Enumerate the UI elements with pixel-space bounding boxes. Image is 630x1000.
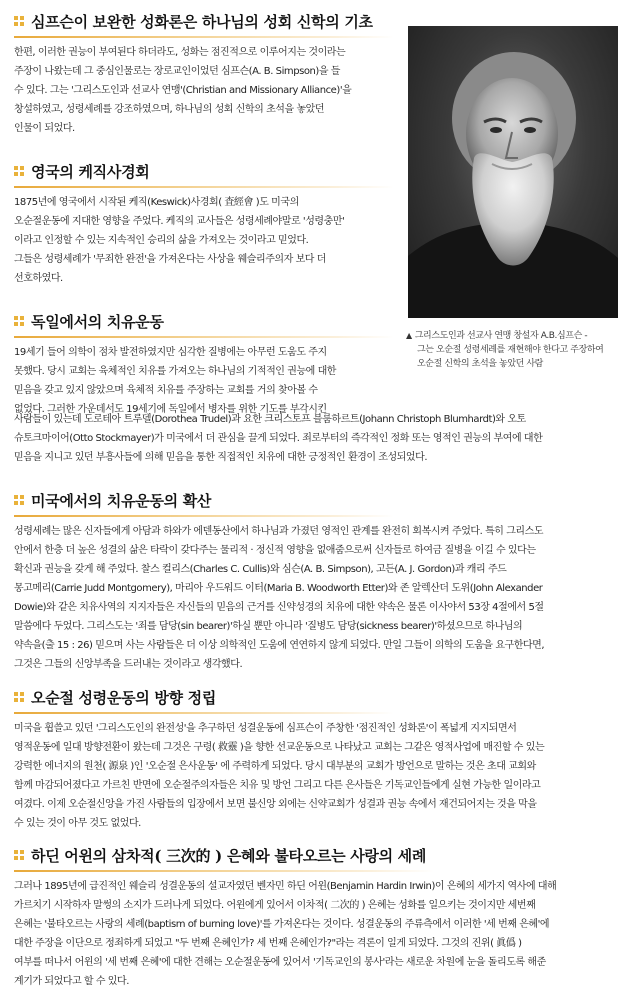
- triangle-up-icon: ▲: [406, 331, 412, 340]
- section-heading: [14, 489, 616, 511]
- portrait-photo: [408, 26, 618, 318]
- body-line: 여겼다. 이제 오순절신앙을 가진 사람들의 입장에서 보면 불신앙 외에는 신약교회가 성결과 권능 속에서 재건되어지는 것을 막을: [14, 799, 537, 810]
- body-line: 주장이 나왔는데 그 중심인물로는 장로교인이었던 심프슨(A. B. Simpson)을 들: [14, 66, 341, 77]
- section-heading: [14, 160, 394, 182]
- body-line: 강력한 에너지의 원천( 源泉 )인 '오순절 은사운동' 에 주력하게 되었다. 당시 대부분의 교회가 방언으로 말하는 것은 초대 교회와: [14, 761, 536, 772]
- section-body: [14, 522, 616, 674]
- caption-line: [406, 329, 622, 343]
- section-heading: [14, 844, 616, 866]
- body-line: 못했다. 당시 교회는 육체적인 치유를 가져오는 하나님의 기적적인 권능에 대한: [14, 366, 337, 377]
- heading-divider: [14, 515, 394, 517]
- heading-divider: [14, 870, 434, 872]
- portrait-bearded-man-icon: [408, 26, 618, 318]
- section-germany-healing: [14, 310, 394, 419]
- section-body: [14, 193, 394, 288]
- section-heading: [14, 310, 394, 332]
- section-title: 미국에서의 치유운동의 확산: [31, 491, 212, 510]
- section-body: [14, 719, 616, 833]
- section-title: 영국의 케직사경회: [31, 162, 150, 181]
- section-heading: [14, 10, 394, 32]
- heading-divider: [14, 36, 394, 38]
- body-line: 말씀에다 두었다. 그리스도는 '죄를 담당(sin bearer)'하실 뿐만 아니라 '질병도 담당(sickness bearer)'하셨으므로 하나님의: [14, 621, 523, 632]
- body-line: 대한 주장을 이단으로 정죄하게 되었고 "두 번째 은혜인가? 세 번째 은혜인가?"라는 격론이 일게 되었다. 그것의 진위( 眞僞 ): [14, 938, 522, 949]
- body-line: 성령세례는 많은 신자들에게 아담과 하와가 에덴동산에서 하나님과 가졌던 영적인 관계를 완전히 회복시켜 주었다. 특히 그리스도: [14, 526, 544, 537]
- section-keswick: [14, 160, 394, 288]
- body-line: 인물이 되었다.: [14, 123, 75, 134]
- body-line: 몽고메리(Carrie Judd Montgomery), 마리아 우드워드 이터(Maria B. Woodworth Etter)와 존 알렉산더 도위(John Alexander: [14, 583, 543, 594]
- body-line: 없었다. 그러한 가운데서도 19세기에 독일에서 병자를 위한 기도를 부각시킨: [14, 404, 327, 415]
- body-line: 이라고 인정할 수 있는 지속적인 승리의 삶을 가져오는 것이라고 믿었다.: [14, 235, 309, 246]
- caption-text: 그리스도인과 선교사 연맹 창설자 A.B.심프슨 -: [414, 331, 588, 341]
- bullet-icon: [14, 495, 24, 505]
- heading-divider: [14, 186, 394, 188]
- section-simpson: [14, 10, 394, 138]
- section-body: [14, 877, 616, 991]
- bullet-icon: [14, 16, 24, 26]
- body-line: 약속을(출 15 : 26) 믿으며 사는 사람들은 더 이상 의학적인 도움에 연연하지 않게 되었다. 만일 그들이 의학의 도움을 요구한다면,: [14, 640, 545, 651]
- heading-divider: [14, 712, 394, 714]
- bullet-icon: [14, 850, 24, 860]
- body-line: 여부를 떠나서 어윈의 '세 번째 은혜'에 대한 견해는 오순절운동에 있어서 '기독교인의 봉사'라는 새로운 차원에 눈을 돌리도록 해준: [14, 957, 546, 968]
- section-heading: [14, 686, 616, 708]
- section-pentecostal-direction: [14, 686, 616, 833]
- section-title: 오순절 성령운동의 방향 정립: [31, 688, 217, 707]
- body-line: 안에서 한층 더 높은 성결의 삶은 타락이 갖다주는 물리적 · 정신적 영향을 없애줌으로써 신자들로 하여금 질병을 이길 수 있다는: [14, 545, 536, 556]
- bullet-icon: [14, 316, 24, 326]
- body-line: 수 있다. 그는 '그리스도인과 선교사 연맹'(Christian and Missionary Alliance)'을: [14, 85, 352, 96]
- body-line: 한편, 이러한 권능이 부여된다 하더라도, 성화는 점진적으로 이루어지는 것이라는: [14, 47, 346, 58]
- caption-line: 그는 오순절 성령세례를 재현해야 한다고 주장하여: [417, 345, 604, 355]
- body-line: 19세기 들어 의학이 점차 발전하였지만 심각한 질병에는 아무런 도움도 주지: [14, 347, 327, 358]
- section-body-wide: [14, 410, 616, 467]
- bullet-icon: [14, 692, 24, 702]
- body-line: 은혜는 '불타오르는 사랑의 세례(baptism of burning love)'를 가져온다는 것이다. 성결운동의 주류측에서 이러한 '세 번째 은혜'에: [14, 919, 550, 930]
- body-line: 수 있는 것이 아무 것도 없었다.: [14, 818, 141, 829]
- section-body: [14, 43, 394, 138]
- body-line: 선호하였다.: [14, 273, 63, 284]
- body-line: 그것은 그들의 신앙부족을 드러내는 것이라고 생각했다.: [14, 659, 243, 670]
- body-line: 슈토크마이어(Otto Stockmayer)가 미국에서 더 관심을 끌게 되었다. 죄로부터의 즉각적인 정화 또는 영적인 권능의 부여에 대한: [14, 433, 543, 444]
- body-line: 믿음을 지니고 있던 부흥사들에 의해 믿음을 통한 직접적인 치유에 대한 긍정적인 환경이 조성되었다.: [14, 452, 428, 463]
- body-line: 창설하였고, 성령세례를 강조하였으며, 하나님의 성회 신학의 초석을 놓았던: [14, 104, 325, 115]
- body-line: 가르치기 시작하자 말썽의 소지가 드러나게 되었다. 어윈에게 있어서 이차적( 二次的 ) 은혜는 성화를 일으키는 것이지만 세번째: [14, 900, 536, 911]
- body-line: Dowie)와 같은 치유사역의 지지자들은 자신들의 믿음의 근거를 신약성경의 치유에 대한 약속은 물론 이사야서 53장 4절에서 5절: [14, 602, 544, 613]
- body-line: 함께 마감되어졌다고 가르친 반면에 오순절주의자들은 치유 및 방언 그리고 다른 은사들은 기독교인들에게 실현 가능한 일이라고: [14, 780, 541, 791]
- section-title: 심프슨이 보완한 성화론은 하나님의 성회 신학의 기초: [31, 12, 373, 31]
- body-line: 사람들이 있는데 도로테아 트루델(Dorothea Trudel)과 요한 크리스토프 블룸하르트(Johann Christoph Blumhardt)와 오토: [14, 414, 526, 425]
- body-line: 오순절운동에 지대한 영향을 주었다. 케직의 교사들은 성령세례야말로 '성령충만': [14, 216, 345, 227]
- body-line: 영적운동에 일대 방향전환이 왔는데 그것은 구령( 救靈 )을 향한 선교운동으로 나타났고 교회는 그같은 영적사업에 매진할 수 있는: [14, 742, 545, 753]
- photo-caption: [406, 329, 622, 371]
- body-line: 미국을 휩쓸고 있던 '그리스도인의 완전성'을 추구하던 성결운동에 심프슨이 주창한 '점진적인 성화론'이 폭넓게 지지되면서: [14, 723, 517, 734]
- body-line: 그들은 성령세례가 '무죄한 완전'을 가져온다는 사상을 웨슬리주의자 보다 더: [14, 254, 326, 265]
- body-line: 믿음을 갖고 있지 않았으며 육체적 치유를 주장하는 교회를 거의 찾아볼 수: [14, 385, 318, 396]
- body-line: 확신과 권능을 갖게 해 주었다. 찰스 컬리스(Charles C. Cullis)와 심슨(A. B. Simpson), 고든(A. J. Gordon)과 캐리 주드: [14, 564, 507, 575]
- caption-line: 오순절 신학의 초석을 놓았던 사람: [417, 359, 543, 369]
- heading-divider: [14, 336, 394, 338]
- section-america-healing: [14, 489, 616, 674]
- body-line: 그러나 1895년에 급진적인 웨슬리 성결운동의 설교자였던 벤자민 하딘 어윈(Benjamin Hardin Irwin)이 은혜의 세가지 역사에 대해: [14, 881, 557, 892]
- section-title: 하딘 어윈의 삼차적( 三次的 ) 은혜와 불타오르는 사랑의 세례: [31, 846, 427, 865]
- section-irwin: [14, 844, 616, 991]
- body-line: 1875년에 영국에서 시작된 케직(Keswick)사경회( 査經會 )도 미국의: [14, 197, 299, 208]
- bullet-icon: [14, 166, 24, 176]
- body-line: 계기가 되었다고 할 수 있다.: [14, 976, 129, 987]
- section-body: [14, 343, 394, 419]
- section-title: 독일에서의 치유운동: [31, 312, 164, 331]
